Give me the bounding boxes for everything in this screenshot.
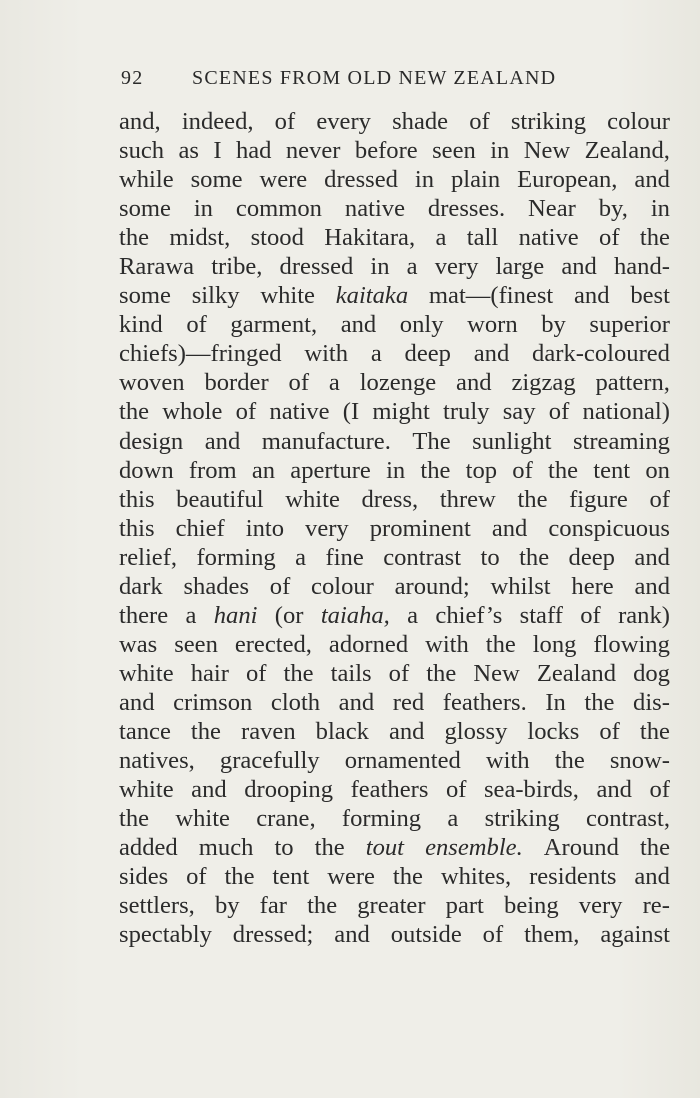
word: feathers: [350, 776, 429, 804]
text-line: [119, 804, 670, 833]
word: of: [599, 717, 620, 745]
word: whole: [162, 398, 223, 426]
word: the: [224, 863, 255, 891]
word: a: [406, 253, 418, 281]
word: shade: [392, 108, 449, 135]
word: of: [445, 776, 467, 804]
word: white: [119, 659, 174, 687]
word: and: [388, 717, 425, 745]
word: settlers,: [119, 892, 195, 920]
word: and: [596, 776, 632, 804]
word: with: [304, 340, 349, 368]
word: tribe,: [211, 253, 263, 281]
word: in: [193, 195, 213, 223]
word: added: [119, 834, 178, 862]
text-line: [119, 891, 670, 920]
page-number: 92: [121, 67, 144, 89]
word: rank): [618, 601, 670, 629]
word: the: [307, 892, 338, 920]
word: figure: [569, 485, 628, 513]
word: in: [650, 195, 670, 223]
text-line: [119, 543, 670, 572]
word: aperture: [290, 456, 371, 484]
word: re-: [642, 892, 670, 920]
word: kind: [119, 311, 163, 339]
word: in: [414, 166, 435, 194]
word: of: [580, 601, 601, 629]
word: being: [504, 892, 559, 920]
word: a: [328, 369, 340, 397]
word: dog: [633, 659, 670, 687]
word: red: [392, 688, 425, 716]
word: part: [445, 892, 484, 920]
word: in: [490, 137, 510, 165]
word: plain: [450, 166, 501, 194]
word: greater: [357, 892, 426, 920]
word: in: [386, 456, 406, 484]
word: Near: [528, 195, 576, 223]
word: the: [119, 398, 150, 426]
word: chief: [175, 514, 225, 542]
word: I: [213, 137, 222, 165]
word: Hakitara,: [324, 224, 416, 252]
word: sides: [119, 863, 169, 891]
word: mat—(finest: [428, 282, 554, 310]
word: say: [502, 398, 536, 426]
word: locks: [527, 717, 580, 745]
word: beautiful: [176, 485, 264, 513]
word: much: [198, 834, 254, 862]
word: prominent: [369, 514, 471, 542]
word: large: [495, 253, 545, 281]
word: manufacture.: [261, 427, 391, 455]
word: lozenge: [359, 369, 437, 397]
text-line: [119, 223, 670, 252]
word: the: [283, 659, 314, 687]
text-line: [119, 659, 670, 688]
text-line: [119, 630, 670, 659]
word: of: [235, 398, 257, 426]
word: tall: [466, 224, 499, 252]
word: chief’s: [435, 601, 503, 629]
word: tout: [365, 834, 405, 862]
text-line: [119, 688, 670, 717]
word: staff: [519, 601, 563, 629]
word: and: [204, 427, 241, 455]
word: on: [645, 456, 670, 484]
word: tails: [330, 659, 372, 687]
word: native: [269, 398, 330, 426]
text-line: [119, 310, 670, 339]
word: taiaha,: [320, 601, 390, 629]
word: border: [204, 369, 269, 397]
word: ensemble.: [425, 834, 523, 862]
word: forming: [341, 805, 422, 833]
word: zigzag: [511, 369, 576, 397]
word: dresses.: [427, 195, 506, 223]
word: truly: [443, 398, 490, 426]
word: never: [285, 137, 341, 165]
word: design: [119, 427, 184, 455]
word: the: [190, 717, 221, 745]
word: there: [119, 601, 169, 629]
text-line: [119, 775, 670, 804]
text-line: [119, 746, 670, 775]
word: had: [235, 137, 272, 165]
text-line: [119, 136, 670, 165]
word: snow-: [609, 747, 670, 775]
word: black: [315, 717, 369, 745]
word: dark-coloured: [532, 340, 670, 368]
word: of: [274, 108, 296, 135]
text-line: [119, 514, 670, 543]
word: with: [485, 747, 530, 775]
word: national): [582, 398, 670, 426]
word: the: [517, 485, 548, 513]
word: Zealand,: [584, 137, 670, 165]
word: a: [407, 601, 419, 629]
word: very: [305, 514, 349, 542]
word: and: [119, 688, 155, 716]
text-line: [119, 194, 670, 223]
word: the: [519, 543, 550, 571]
word: colour: [311, 572, 374, 600]
word: seen: [174, 630, 218, 658]
word: of: [288, 369, 310, 397]
word: by,: [598, 195, 628, 223]
text-line: [119, 107, 670, 136]
word: and: [561, 253, 597, 281]
word: spectably: [119, 921, 212, 949]
text-line: [119, 456, 670, 485]
word: contrast,: [585, 805, 670, 833]
word: (or: [274, 601, 304, 629]
word: cloth: [270, 688, 321, 716]
word: down: [119, 456, 174, 484]
text-line: [119, 920, 670, 949]
word: to: [480, 543, 500, 571]
word: outside: [390, 921, 462, 949]
text-line: [119, 717, 670, 746]
word: whites,: [440, 863, 512, 891]
word: with: [425, 630, 469, 658]
text-line: [119, 601, 670, 630]
word: a: [295, 543, 307, 571]
word: were: [259, 166, 308, 194]
word: white: [260, 282, 315, 310]
word: native: [344, 195, 405, 223]
word: common: [235, 195, 322, 223]
word: very: [434, 253, 479, 281]
word: chiefs)—fringed: [119, 340, 282, 368]
word: far: [259, 892, 287, 920]
word: worn: [467, 311, 518, 339]
word: white: [285, 485, 340, 513]
word: white: [119, 776, 174, 804]
word: striking: [484, 805, 560, 833]
word: every: [316, 108, 371, 135]
word: and: [634, 543, 670, 571]
word: indeed,: [181, 108, 254, 135]
word: of: [186, 311, 207, 339]
word: of: [649, 776, 670, 804]
word: best: [630, 282, 670, 310]
word: and: [334, 921, 370, 949]
word: threw: [439, 485, 496, 513]
word: the: [420, 456, 451, 484]
word: some: [119, 195, 171, 223]
word: The: [412, 427, 451, 455]
word: glossy: [444, 717, 508, 745]
word: and: [338, 688, 375, 716]
word: were: [327, 863, 375, 891]
text-line: [119, 397, 670, 426]
word: colour: [607, 108, 670, 135]
word: silky: [191, 282, 240, 310]
word: was: [119, 630, 158, 658]
text-line: [119, 862, 670, 891]
word: contrast: [383, 543, 462, 571]
word: midst,: [169, 224, 231, 252]
text-line: [119, 165, 670, 194]
word: crimson: [173, 688, 253, 716]
word: of: [482, 921, 504, 949]
word: crane,: [256, 805, 316, 833]
text-line: [119, 281, 670, 310]
word: gracefully: [219, 747, 320, 775]
text-line: [119, 252, 670, 281]
word: kaitaka: [335, 282, 409, 310]
word: pattern,: [595, 369, 670, 397]
word: very: [578, 892, 623, 920]
word: them,: [524, 921, 580, 949]
word: a: [435, 224, 447, 252]
word: flowing: [593, 630, 670, 658]
word: and: [456, 369, 492, 397]
word: and,: [119, 108, 161, 135]
word: a: [447, 805, 459, 833]
word: tent: [593, 456, 631, 484]
word: by: [541, 311, 566, 339]
word: (I: [342, 398, 360, 426]
word: dressed: [324, 166, 398, 194]
running-title: SCENES FROM OLD NEW ZEALAND: [192, 67, 557, 89]
word: such: [119, 137, 165, 165]
word: to: [274, 834, 294, 862]
word: shades: [183, 572, 250, 600]
word: of: [548, 398, 570, 426]
word: the: [314, 834, 345, 862]
page-header: [121, 63, 601, 93]
word: ornamented: [344, 747, 461, 775]
word: the: [119, 224, 150, 252]
word: relief,: [119, 543, 178, 571]
word: this: [119, 485, 155, 513]
word: Zealand: [536, 659, 617, 687]
word: seen: [432, 137, 476, 165]
word: hand-: [613, 253, 670, 281]
word: of: [186, 863, 207, 891]
word: and: [634, 572, 670, 600]
word: as: [178, 137, 199, 165]
word: from: [188, 456, 237, 484]
word: superior: [589, 311, 670, 339]
text-line: [119, 572, 670, 601]
word: Around: [543, 834, 619, 862]
word: and: [491, 514, 528, 542]
word: by: [214, 892, 240, 920]
word: Rarawa: [119, 253, 195, 281]
word: the: [554, 747, 585, 775]
word: long: [532, 630, 577, 658]
word: stood: [250, 224, 304, 252]
body-text: [119, 107, 670, 949]
word: a: [370, 340, 382, 368]
word: of: [388, 659, 410, 687]
word: striking: [510, 108, 587, 135]
word: tance: [119, 717, 171, 745]
word: here: [571, 572, 614, 600]
word: and: [340, 311, 377, 339]
word: and: [634, 166, 670, 194]
word: and: [634, 863, 670, 891]
text-line: [119, 427, 670, 456]
word: sunlight: [472, 427, 552, 455]
word: only: [399, 311, 444, 339]
word: the: [426, 659, 457, 687]
word: the: [392, 863, 423, 891]
word: streaming: [572, 427, 670, 455]
word: some: [190, 166, 243, 194]
word: while: [119, 166, 174, 194]
text-line: [119, 339, 670, 368]
word: of: [269, 572, 291, 600]
word: feathers.: [442, 688, 527, 716]
word: the: [639, 224, 670, 252]
word: dis-: [633, 688, 670, 716]
word: native: [518, 224, 579, 252]
word: whilst: [490, 572, 551, 600]
word: hani: [213, 601, 258, 629]
word: dress,: [361, 485, 419, 513]
word: the: [119, 805, 150, 833]
word: the: [639, 717, 670, 745]
word: of: [469, 108, 490, 135]
word: deep: [568, 543, 615, 571]
word: dark: [119, 572, 163, 600]
word: hair: [190, 659, 229, 687]
word: of: [245, 659, 267, 687]
word: of: [649, 485, 670, 513]
word: this: [119, 514, 155, 542]
word: the: [548, 456, 579, 484]
word: and: [574, 282, 610, 310]
word: a: [185, 601, 197, 629]
word: garment,: [230, 311, 318, 339]
word: might: [372, 398, 430, 426]
word: top: [465, 456, 498, 484]
word: the: [584, 688, 615, 716]
word: the: [639, 834, 670, 862]
word: drooping: [244, 776, 334, 804]
word: around;: [394, 572, 470, 600]
word: and: [191, 776, 227, 804]
word: some: [119, 282, 171, 310]
word: into: [245, 514, 284, 542]
word: woven: [119, 369, 185, 397]
word: white: [175, 805, 230, 833]
word: fine: [325, 543, 364, 571]
word: and: [473, 340, 510, 368]
word: In: [545, 688, 566, 716]
word: natives,: [119, 747, 195, 775]
word: deep: [404, 340, 451, 368]
word: conspicuous: [548, 514, 670, 542]
word: against: [600, 921, 670, 949]
word: of: [512, 456, 533, 484]
word: dressed: [279, 253, 354, 281]
text-line: [119, 485, 670, 514]
word: in: [370, 253, 390, 281]
word: forming: [196, 543, 276, 571]
word: the: [485, 630, 516, 658]
word: raven: [241, 717, 296, 745]
word: sea-birds,: [483, 776, 579, 804]
text-line: [119, 368, 670, 397]
word: erected,: [234, 630, 312, 658]
word: New: [523, 137, 571, 165]
word: an: [251, 456, 276, 484]
word: adorned: [328, 630, 409, 658]
word: of: [599, 224, 620, 252]
word: tent: [272, 863, 310, 891]
word: before: [354, 137, 418, 165]
word: residents: [529, 863, 617, 891]
word: European,: [517, 166, 618, 194]
word: New: [473, 659, 520, 687]
text-line: [119, 833, 670, 862]
word: dressed;: [232, 921, 314, 949]
